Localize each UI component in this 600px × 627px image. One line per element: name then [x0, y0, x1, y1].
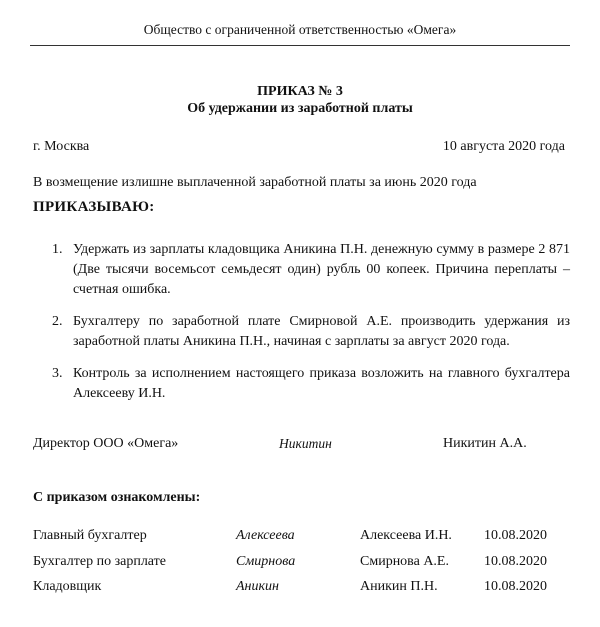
item-number: 2.: [52, 314, 63, 329]
document-date: 10 августа 2020 года: [442, 139, 565, 154]
item-number: 3.: [52, 366, 63, 381]
item-text: Бухгалтеру по заработной плате Смирновой А.Е. производить удержания из заработной платы Аникина П.Н., начиная с зарплаты за август 2020 года.: [73, 314, 570, 349]
document-subtitle: Об удержании из заработной платы: [187, 101, 413, 116]
acq-position: Бухгалтер по зарплате: [33, 554, 166, 569]
acq-position: Кладовщик: [33, 579, 102, 594]
order-word: ПРИКАЗЫВАЮ:: [33, 199, 155, 215]
document-title: ПРИКАЗ № 3: [257, 84, 343, 99]
acq-date: 10.08.2020: [484, 579, 547, 594]
order-item: [52, 312, 570, 352]
acq-name: Аникин П.Н.: [360, 579, 438, 594]
acq-name: Смирнова А.Е.: [360, 554, 449, 569]
preamble: В возмещение излишне выплаченной заработной платы за июнь 2020 года: [33, 175, 477, 190]
item-text: Контроль за исполнением настоящего приказа возложить на главного бухгалтера Алексееву И.Н.: [73, 366, 570, 401]
acq-signature: Алексеева: [236, 528, 295, 543]
acquainted-heading: С приказом ознакомлены:: [33, 490, 201, 505]
acq-date: 10.08.2020: [484, 528, 547, 543]
city: г. Москва: [33, 139, 90, 154]
organization-header: Общество с ограниченной ответственностью «Омега»: [143, 22, 457, 37]
item-text: Удержать из зарплаты кладовщика Аникина П.Н. денежную сумму в размере 2 871 (Две тысячи восемьсот семьдесят один) рубль 00 копеек. Причина переплаты – счетная ошибка.: [73, 242, 570, 297]
director-signature: Никитин: [279, 436, 332, 451]
order-items: [52, 240, 570, 416]
header-divider: [30, 45, 570, 46]
order-item: [52, 240, 570, 300]
acq-position: Главный бухгалтер: [33, 528, 147, 543]
order-item: [52, 364, 570, 404]
director-position: Директор ООО «Омега»: [33, 436, 179, 451]
item-number: 1.: [52, 242, 63, 257]
acq-name: Алексеева И.Н.: [360, 528, 452, 543]
acq-signature: Смирнова: [236, 554, 296, 569]
director-name: Никитин А.А.: [443, 436, 527, 451]
acq-date: 10.08.2020: [484, 554, 547, 569]
acq-signature: Аникин: [236, 579, 279, 594]
